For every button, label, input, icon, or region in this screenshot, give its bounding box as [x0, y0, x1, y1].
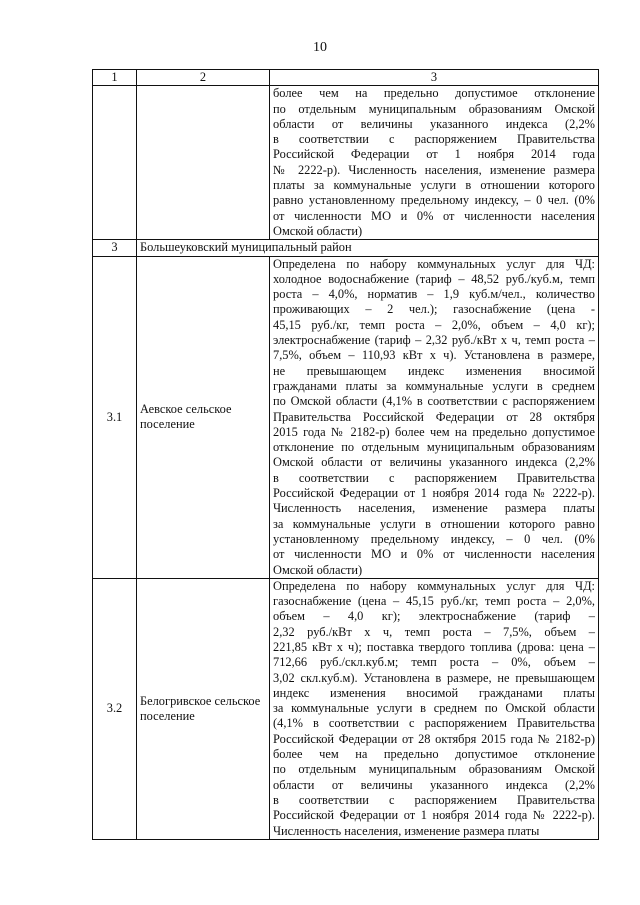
text-line: 45,15 руб./кг, темп роста – 2,0%, объем – 4,0 кг);: [273, 317, 595, 332]
row-number: 3.1: [93, 256, 137, 578]
text-line: платы за коммунальные услуги в отношении которого: [273, 178, 595, 193]
text-line: Определена по набору коммунальных услуг для ЧД:: [273, 578, 595, 593]
text-line: Определена по набору коммунальных услуг для ЧД:: [273, 256, 595, 271]
text-line: более чем на предельно допустимое отклонение: [273, 86, 595, 101]
row-name: Аевское сельское поселение: [137, 256, 270, 578]
continuation-text: [270, 86, 599, 240]
section-row: [93, 240, 599, 256]
text-line: 3,02 скл.куб.м). Установлена в размере, не превышающем: [273, 670, 595, 685]
text-line: № 2222-р). Численность населения, изменение размера: [273, 162, 595, 177]
text-line: холодное водоснабжение (тариф – 48,52 руб./куб.м, темп: [273, 271, 595, 286]
text-line: Российской Федерации от 28 октября 2015 года № 2182-р): [273, 731, 595, 746]
text-line: Омской области): [273, 562, 363, 577]
text-line: 2,32 руб./кВт х ч, темп роста – 7,5%, объем –: [273, 624, 595, 639]
text-line: электроснабжение (тариф – 2,32 руб./кВт х ч, темп роста –: [273, 333, 595, 348]
text-line: 2015 года № 2182-р) более чем на предельно допустимое: [273, 424, 595, 439]
text-line: по отдельным муниципальным образованиям Омской: [273, 762, 595, 777]
text-line: в соответствии с распоряжением Правительства: [273, 792, 595, 807]
text-line: от численности МО и 0% от численности населения: [273, 547, 595, 562]
text-line: Российской Федерации от 1 ноября 2014 года № 2222-р).: [273, 808, 595, 823]
text-line: по Омской области (4,1% в соответствии с распоряжением: [273, 394, 595, 409]
text-line: отклонение по отдельным муниципальным образованиям: [273, 440, 595, 455]
text-line: от численности МО и 0% от численности населения: [273, 208, 595, 223]
text-line: 221,85 кВт х ч); поставка твердого топлива (дрова: цена –: [273, 639, 595, 654]
text-line: за коммунальные услуги в среднем по Омской области: [273, 701, 595, 716]
data-table: [92, 69, 599, 840]
text-line: равно установленному предельному индексу, – 0 чел. (0%: [273, 193, 595, 208]
text-line: области от величины указанного индекса (2,2%: [273, 116, 595, 131]
text-line: Правительства Российской Федерации от 28 октября: [273, 409, 595, 424]
text-line: установленному предельному индексу, – 0 чел. (0%: [273, 531, 595, 546]
text-line: в соответствии с распоряжением Правительства: [273, 470, 595, 485]
text-line: Численность населения, изменение размера платы: [273, 823, 540, 838]
text-line: в соответствии с распоряжением Правительства: [273, 132, 595, 147]
row-name: Белогривское сельское поселение: [137, 578, 270, 839]
section-title: Большеуковский муниципальный район: [137, 240, 599, 256]
header-col-3: 3: [270, 70, 599, 86]
header-col-2: 2: [137, 70, 270, 86]
row-description: [270, 256, 599, 578]
text-line: Омской области): [273, 223, 363, 238]
text-line: 712,66 руб./скл.куб.м; темп роста – 0%, объем –: [273, 655, 595, 670]
text-line: (4,1% в соответствии с распоряжением Правительства: [273, 716, 595, 731]
text-line: по отдельным муниципальным образованиям Омской: [273, 101, 595, 116]
text-line: роста – 4,0%, норматив – 1,9 куб.м/чел., количество: [273, 287, 595, 302]
text-line: Российской Федерации от 1 ноября 2014 года: [273, 147, 595, 162]
text-line: Численность населения, изменение размера платы: [273, 501, 595, 516]
text-line: Российской Федерации от 1 ноября 2014 года № 2222-р).: [273, 486, 595, 501]
continuation-number: [93, 86, 137, 240]
section-number: 3: [93, 240, 137, 256]
text-line: области от величины указанного индекса (2,2%: [273, 777, 595, 792]
text-line: Омской области от величины указанного индекса (2,2%: [273, 455, 595, 470]
text-line: индекс изменения вносимой гражданами платы: [273, 685, 595, 700]
text-line: более чем на предельно допустимое отклонение: [273, 747, 595, 762]
text-line: газоснабжение (цена – 45,15 руб./кг, темп роста – 2,0%,: [273, 594, 595, 609]
text-line: проживающих – 2 чел.); газоснабжение (цена -: [273, 302, 595, 317]
continuation-row: [93, 86, 599, 240]
page-number: 10: [313, 40, 327, 55]
row-number: 3.2: [93, 578, 137, 839]
header-col-1: 1: [93, 70, 137, 86]
table-row: [93, 578, 599, 839]
text-line: не превышающем индекс изменения вносимой: [273, 363, 595, 378]
table-header-row: [93, 70, 599, 86]
text-line: 7,5%, объем – 110,93 кВт х ч). Установлена в размере,: [273, 348, 595, 363]
text-line: гражданами платы за коммунальные услуги в среднем: [273, 378, 595, 393]
table-row: [93, 256, 599, 578]
text-line: за коммунальные услуги в отношении которого равно: [273, 516, 595, 531]
continuation-name: [137, 86, 270, 240]
text-line: объем – 4,0 кг); электроснабжение (тариф –: [273, 609, 595, 624]
row-description: [270, 578, 599, 839]
